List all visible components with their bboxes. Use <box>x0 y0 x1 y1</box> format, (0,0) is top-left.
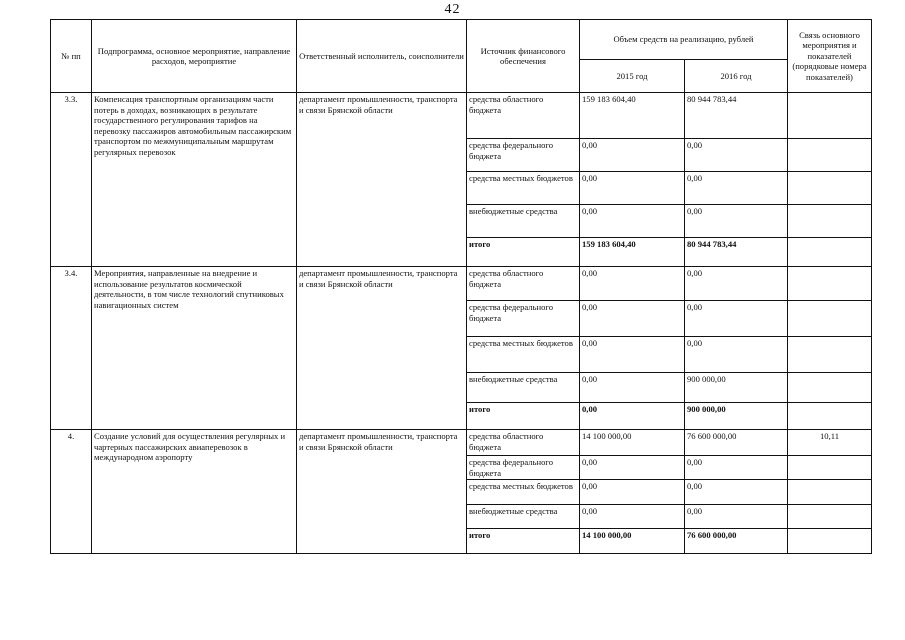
indicator-link <box>788 403 872 430</box>
header-2016: 2016 год <box>685 60 788 93</box>
amount-2016: 76 600 000,00 <box>685 529 788 554</box>
amount-2015: 159 183 604,40 <box>580 93 685 139</box>
funding-source: внебюджетные средства <box>467 373 580 403</box>
funding-source: средства федерального бюджета <box>467 301 580 337</box>
amount-2016: 0,00 <box>685 480 788 505</box>
amount-2015: 159 183 604,40 <box>580 238 685 267</box>
indicator-link <box>788 139 872 172</box>
amount-2015: 0,00 <box>580 205 685 238</box>
indicator-link <box>788 480 872 505</box>
funding-source: внебюджетные средства <box>467 205 580 238</box>
amount-2015: 0,00 <box>580 403 685 430</box>
funding-table <box>50 19 872 554</box>
indicator-link <box>788 529 872 554</box>
amount-2015: 0,00 <box>580 139 685 172</box>
amount-2016: 900 000,00 <box>685 403 788 430</box>
amount-2015: 14 100 000,00 <box>580 529 685 554</box>
amount-2016: 0,00 <box>685 301 788 337</box>
table-body <box>51 93 872 554</box>
funding-source: средства областного бюджета <box>467 267 580 301</box>
amount-2016: 80 944 783,44 <box>685 93 788 139</box>
executor: департамент промышленности, транспорта и связи Брянской области <box>297 267 467 430</box>
indicator-link <box>788 172 872 205</box>
executor: департамент промышленности, транспорта и связи Брянской области <box>297 93 467 267</box>
amount-2016: 0,00 <box>685 456 788 480</box>
amount-2015: 0,00 <box>580 267 685 301</box>
indicator-link <box>788 267 872 301</box>
amount-2016: 900 000,00 <box>685 373 788 403</box>
funding-source: средства местных бюджетов <box>467 172 580 205</box>
amount-2016: 0,00 <box>685 205 788 238</box>
amount-2015: 0,00 <box>580 337 685 373</box>
indicator-link <box>788 93 872 139</box>
funding-source: средства местных бюджетов <box>467 480 580 505</box>
header-num: № пп <box>51 20 92 93</box>
header-2015: 2015 год <box>580 60 685 93</box>
amount-2015: 0,00 <box>580 505 685 529</box>
table-row <box>51 267 872 301</box>
header-source: Источник финансового обеспечения <box>467 20 580 93</box>
amount-2015: 0,00 <box>580 480 685 505</box>
amount-2016: 0,00 <box>685 337 788 373</box>
amount-2016: 80 944 783,44 <box>685 238 788 267</box>
indicator-link <box>788 373 872 403</box>
amount-2015: 14 100 000,00 <box>580 430 685 456</box>
row-number: 3.4. <box>51 267 92 430</box>
funding-source: итого <box>467 238 580 267</box>
indicator-link <box>788 205 872 238</box>
row-number: 4. <box>51 430 92 554</box>
row-number: 3.3. <box>51 93 92 267</box>
funding-source: средства федерального бюджета <box>467 139 580 172</box>
amount-2016: 0,00 <box>685 267 788 301</box>
amount-2015: 0,00 <box>580 456 685 480</box>
page-number: 42 <box>444 2 461 17</box>
funding-source: внебюджетные средства <box>467 505 580 529</box>
amount-2016: 0,00 <box>685 172 788 205</box>
funding-source: средства областного бюджета <box>467 430 580 456</box>
table-row <box>51 430 872 456</box>
program-description: Компенсация транспортным организациям части потерь в доходах, возникающих в результате государственного регулирования тарифов на перевозку пассажиров автомобильным пассажирским транспортом по межмуниципальным маршрутам регулярных перевозок <box>92 93 297 267</box>
funding-source: средства областного бюджета <box>467 93 580 139</box>
amount-2016: 76 600 000,00 <box>685 430 788 456</box>
indicator-link <box>788 505 872 529</box>
funding-source: итого <box>467 403 580 430</box>
indicator-link <box>788 238 872 267</box>
funding-source: средства федерального бюджета <box>467 456 580 480</box>
header-executor: Ответственный исполнитель, соисполнители <box>297 20 467 93</box>
indicator-link <box>788 337 872 373</box>
funding-source: итого <box>467 529 580 554</box>
executor: департамент промышленности, транспорта и связи Брянской области <box>297 430 467 554</box>
indicator-link: 10,11 <box>788 430 872 456</box>
indicator-link <box>788 301 872 337</box>
program-description: Создание условий для осуществления регулярных и чартерных пассажирских авиаперевозок в международном аэропорту <box>92 430 297 554</box>
program-description: Мероприятия, направленные на внедрение и использование результатов космической деятельности, в том числе технологий спутниковых навигационных систем <box>92 267 297 430</box>
amount-2015: 0,00 <box>580 301 685 337</box>
amount-2016: 0,00 <box>685 139 788 172</box>
amount-2015: 0,00 <box>580 172 685 205</box>
header-volume: Объем средств на реализацию, рублей <box>580 20 788 60</box>
table-row <box>51 93 872 139</box>
amount-2015: 0,00 <box>580 373 685 403</box>
header-program: Подпрограмма, основное мероприятие, направление расходов, мероприятие <box>92 20 297 93</box>
indicator-link <box>788 456 872 480</box>
header-link: Связь основного мероприятия и показателей (порядковые номера показателей) <box>788 20 872 93</box>
amount-2016: 0,00 <box>685 505 788 529</box>
funding-source: средства местных бюджетов <box>467 337 580 373</box>
